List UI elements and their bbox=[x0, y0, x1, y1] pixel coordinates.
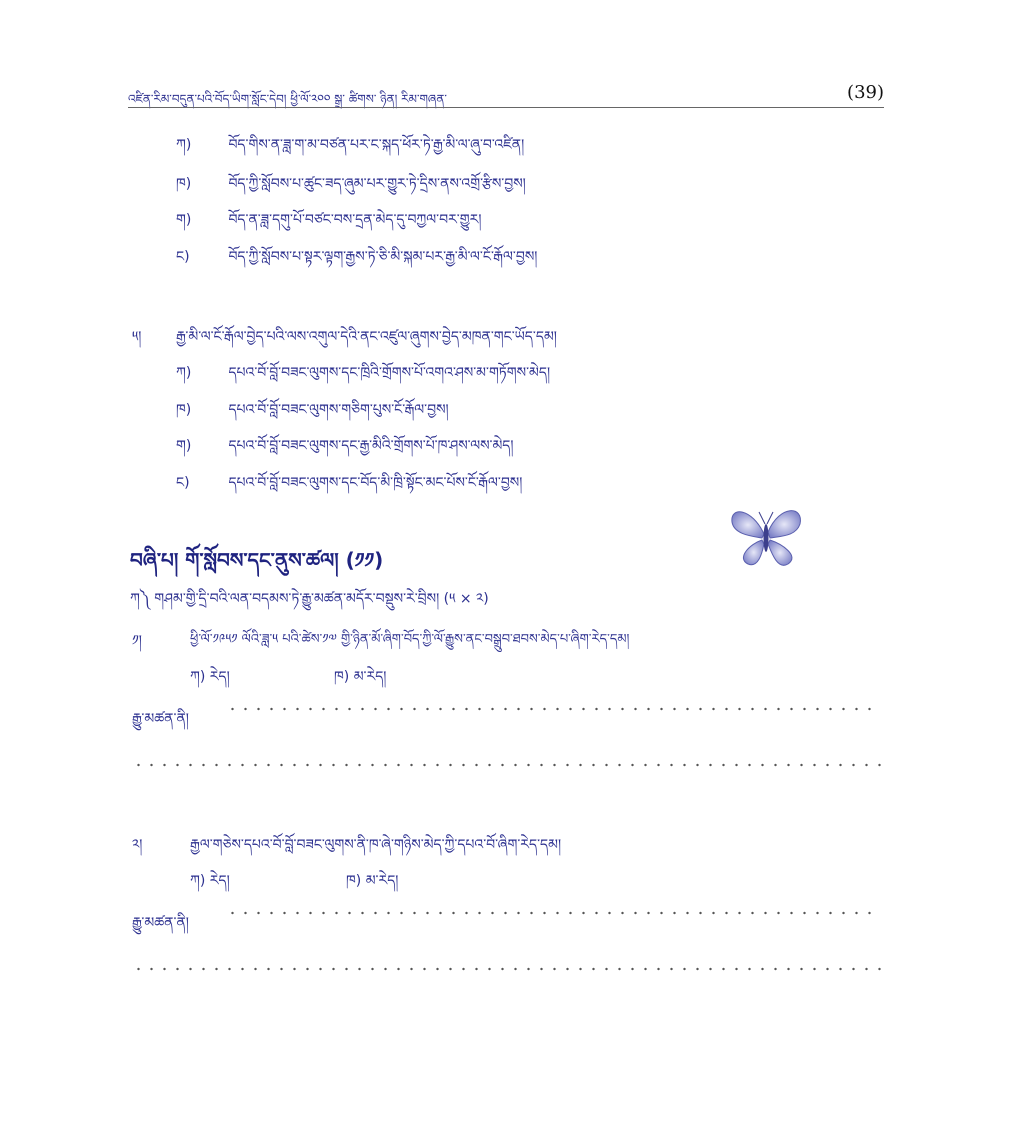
butterfly-icon bbox=[726, 500, 806, 572]
q1-choice-a: ཀ) རེད། bbox=[190, 669, 230, 685]
option-letter: ཁ) bbox=[176, 402, 192, 418]
q4-option-d bbox=[176, 240, 537, 280]
header-rule bbox=[128, 107, 884, 108]
q5-option-b bbox=[176, 393, 449, 433]
q4-option-c bbox=[176, 203, 481, 243]
q1-text: ཕྱི་ལོ་༡༩༥༡ ལོའི་ཟླ་༥ པའི་ཚེས་༡༧ གྱི་ཉིན་མོ་ཞིག་བོད་ཀྱི་ལོ་རྒྱུས་ནང་བསྒྲུབ་ཐབས་མེད་པ་ཞིག་རེད་དམ། bbox=[190, 632, 630, 647]
option-text: བོད་གིས་ན་ཟླ་ག་མ་བཙན་པར་ང་སྐད་ཕོར་ཏེ་རྒྱ་མི་ལ་ཞུ་བ་འཛིན། bbox=[228, 137, 525, 153]
q2-choice-a: ཀ) རེད། bbox=[190, 873, 230, 889]
q2-choice-b: ཁ) མ་རེད། bbox=[346, 873, 399, 889]
q5-option-a bbox=[176, 356, 550, 396]
q2-text: རྒྱལ་གཅེས་དཔའ་བོ་བློ་བཟང་ལུགས་ནི་ཁ་ཞེ་གཉིས་མེད་ཀྱི་དཔའ་བོ་ཞིག་རེད་དམ། bbox=[190, 837, 562, 853]
q2-answer-line-2[interactable] bbox=[132, 964, 884, 974]
option-letter: ཀ) bbox=[176, 365, 192, 381]
q5-option-c bbox=[176, 429, 514, 469]
option-text: དཔའ་བོ་བློ་བཟང་ལུགས་དང་ཁྲིའི་གྲོགས་པོ་འགའ་ཤས་མ་གཏོགས་མེད། bbox=[228, 365, 551, 381]
q4-option-a bbox=[176, 128, 524, 168]
option-text: བོད་ཀྱི་སློབས་པ་ཚུང་ཟད་ཞུམ་པར་གྱུར་ཏེ་དྲིས་ནས་འགྲོ་རྩིས་བྱས། bbox=[228, 176, 526, 192]
option-text: དཔའ་བོ་བློ་བཟང་ལུགས་དང་བོད་མི་ཁྲི་སྟོང་མང་པོས་ངོ་རྒོལ་བྱས། bbox=[228, 475, 523, 491]
section-title: བཞི་པ། གོ་སློབས་དང་ནུས་ཚལ། (༡༡) bbox=[130, 548, 384, 572]
option-text: དཔའ་བོ་བློ་བཟང་ལུགས་དང་རྒྱ་མིའི་གྲོགས་པོ་ཁ་ཤས་ལས་མེད། bbox=[228, 438, 514, 454]
option-letter: ང) bbox=[176, 249, 190, 265]
q5-text: རྒྱ་མི་ལ་ངོ་རྒོལ་བྱེད་པའི་ལས་འགུལ་དེའི་ནང་འཛུལ་ཞུགས་བྱེད་མཁན་གང་ཡོད་དམ། bbox=[176, 329, 557, 345]
q1-answer-line-1[interactable] bbox=[226, 704, 880, 714]
q2-reason-label: རྒྱུ་མཚན་ནི། bbox=[132, 915, 189, 931]
q1-choice-b: ཁ) མ་རེད། bbox=[334, 669, 387, 685]
q2-answer-line-1[interactable] bbox=[226, 908, 880, 918]
q4-option-b bbox=[176, 167, 526, 207]
header-title: འཛིན་རིམ་བདུན་པའི་བོད་ཡིག་སློང་དེབ། ཕྱི་ལོ་༢༠༠ སྒྲ་ ཚིགས་ ཉིན། རིམ་གཞན་ bbox=[128, 92, 447, 106]
option-text: བོད་ཀྱི་སློབས་པ་སྟར་ལྟག་རྒྱས་ཏེ་ཅི་མི་སྐམ་པར་རྒྱ་མི་ལ་ངོ་རྒོལ་བྱས། bbox=[228, 249, 538, 265]
page-header bbox=[128, 82, 884, 108]
option-letter: ག) bbox=[176, 212, 192, 228]
option-letter: ཁ) bbox=[176, 176, 192, 192]
section-subtitle: ཀ༽ གཤམ་གྱི་དྲི་བའི་ལན་བདམས་ཏེ་རྒྱུ་མཚན་མདོར་བསྡུས་རེ་བྲིས། (༥ × ༢) bbox=[130, 591, 489, 607]
option-text: དཔའ་བོ་བློ་བཟང་ལུགས་གཅིག་པུས་ངོ་རྒོལ་བྱས། bbox=[228, 402, 449, 418]
option-letter: ང) bbox=[176, 475, 190, 491]
page-number: (39) bbox=[847, 82, 884, 103]
q1-answer-line-2[interactable] bbox=[132, 760, 884, 770]
option-letter: ཀ) bbox=[176, 137, 192, 153]
q5-option-d bbox=[176, 466, 522, 506]
option-text: བོད་ན་ཟླ་དགུ་པོ་བཙང་བས་དྲན་མེད་དུ་བཀྱལ་བར་གྱུར། bbox=[228, 212, 482, 228]
q1-reason-label: རྒྱུ་མཚན་ནི། bbox=[132, 711, 189, 727]
option-letter: ག) bbox=[176, 438, 192, 454]
q2-number: ༢། bbox=[132, 837, 143, 853]
q1-number: ༡། bbox=[132, 633, 142, 649]
q5-number: ༥། bbox=[132, 329, 142, 345]
